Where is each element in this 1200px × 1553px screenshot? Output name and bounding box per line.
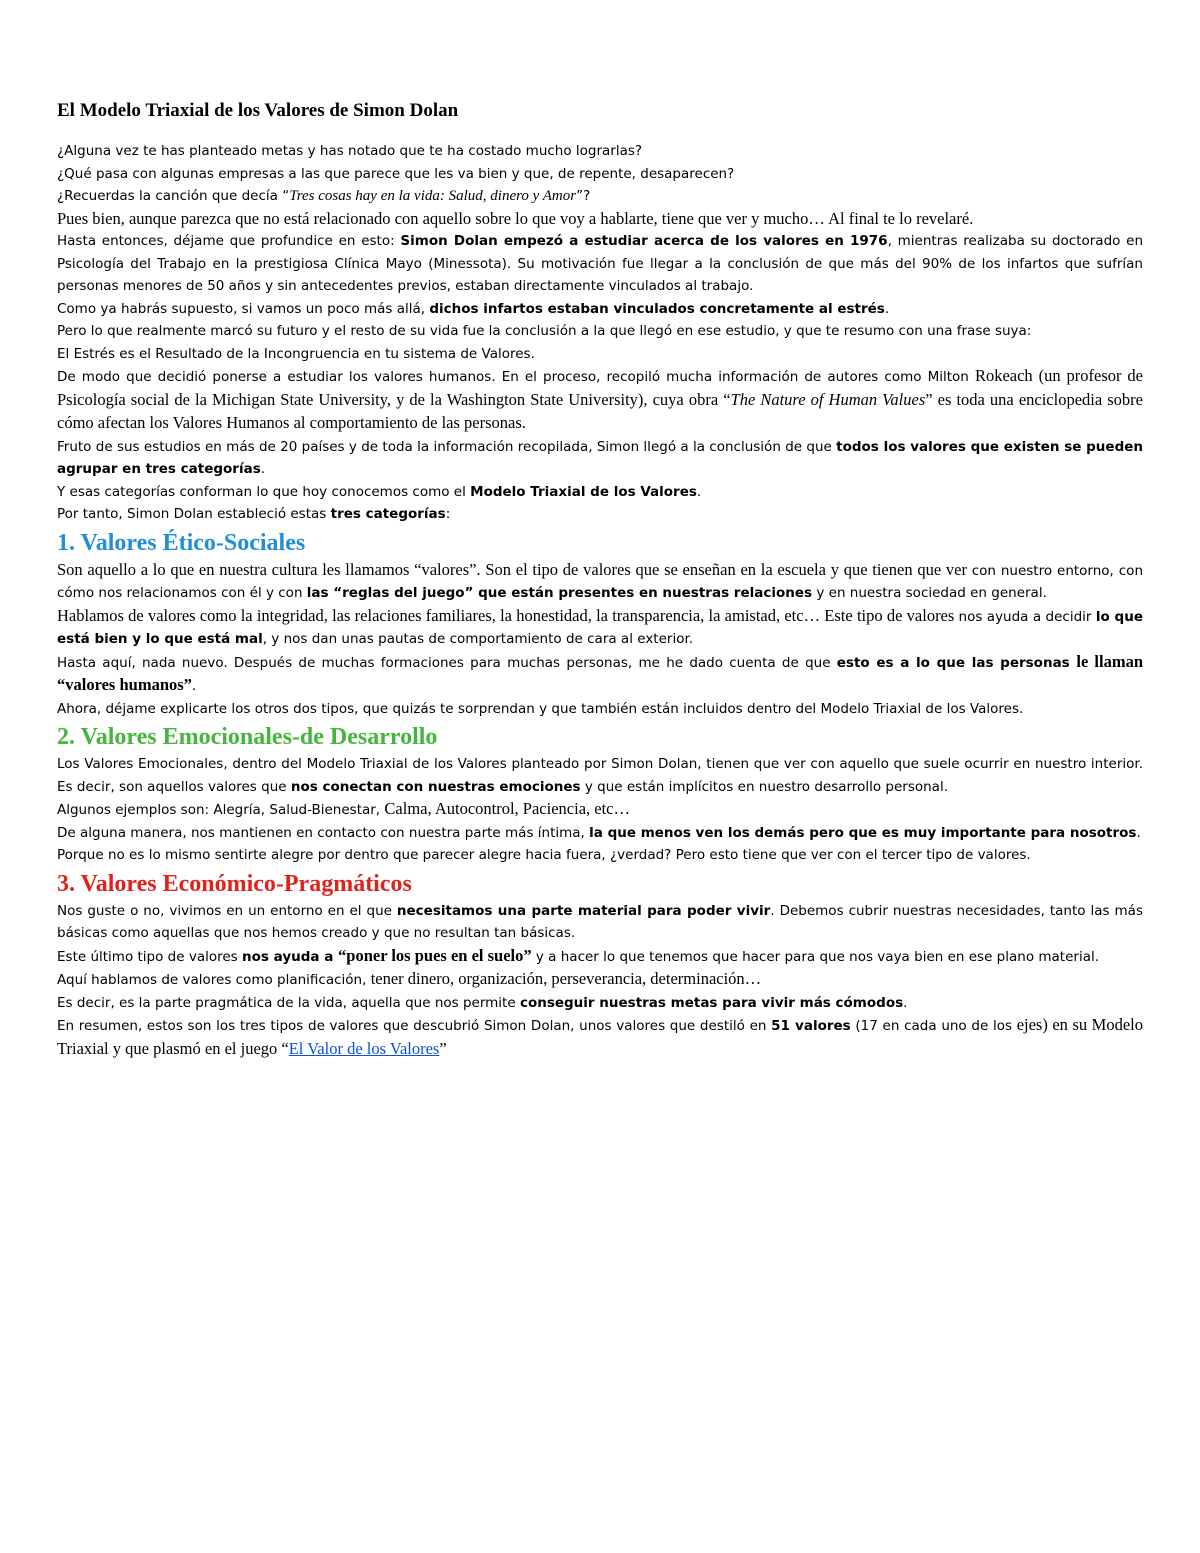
bold-text: nos conectan con nuestras emociones [290,778,581,795]
text-span: y a hacer lo que tenemos que hacer para que nos vaya bien en ese plano material. [531,948,1100,965]
section-heading-economico: 3. Valores Económico-Pragmáticos [57,870,412,897]
text-span: ” [439,1038,447,1058]
text-span: En resumen, estos son los tres tipos de valores que descubrió Simon Dolan, unos valores que destiló en [57,1018,772,1034]
bold-text: Modelo Triaxial de los Valores [470,483,697,500]
text-span: Por tanto, Simon Dolan estableció estas [57,506,331,522]
bold-text: necesitamos una parte material para poder vivir [396,902,771,919]
text-span: . Debemos cubrir nuestras necesidades, tanto las más básicas como aquellas que nos hemos creado y que no resultan tan básicas. [57,902,1143,941]
text-span: tener dinero, organización, perseverancia, determinación… [370,969,762,988]
paragraph-como-ya [57,298,1143,321]
section3-paragraph-2 [57,945,1143,969]
bold-text: Simon Dolan empezó a estudiar acerca de los valores en 1976 [400,233,888,249]
bold-text: esto es a lo que las personas [836,654,1077,671]
text-span: Nos guste o no, vivimos en un entorno en el que [57,902,397,919]
paragraph-y-esas [57,481,1143,504]
text-span: . [884,300,890,317]
section3-paragraph-4 [57,992,1143,1015]
paragraph-hasta-entonces [57,230,1143,298]
text-span: , mientras realizaba su doctorado en Psicología del Trabajo en la prestigiosa Clínica Mayo (Minessota). Su motivación fue llegar a la conclusión de que más del 90% de los infartos que sufrían personas menores de 50 años y sin antecedentes previos, estaban directamente vinculados al trabajo. [57,233,1144,294]
text-span: . [696,483,702,500]
paragraph-de-modo [57,365,1143,436]
text-span: : [445,506,451,522]
book-title: The Nature of Human Values [730,389,926,409]
text-span: . [260,461,266,477]
text-span: Hasta aquí, nada nuevo. Después de muchas formaciones para muchas personas, me he dado cuenta de que [57,654,837,671]
intro-question-3 [57,185,1143,208]
text-span: Es decir, es la parte pragmática de la vida, aquella que nos permite [57,994,520,1011]
intro-question-1: ¿Alguna vez te has planteado metas y has notado que te ha costado mucho lograrlas? [57,143,643,159]
section1-paragraph-2 [57,605,1143,651]
text-span: Rokeach (un profesor de Psicología social de la Michigan State University, y de la Washington State University), cuya obra “ [57,366,1143,409]
text-span: Este último tipo de valores [57,948,242,965]
section-heading-etico-sociales: 1. Valores Ético-Sociales [57,529,306,556]
song-title: Tres cosas hay en la vida: Salud, dinero y Amor [289,188,577,204]
text-span: De alguna manera, nos mantienen en contacto con nuestra parte más íntima, [57,824,590,841]
bold-text: nos ayuda a [242,948,339,965]
section-heading-emocionales: 2. Valores Emocionales-de Desarrollo [57,724,438,750]
text-span: nos ayuda a decidir [958,608,1096,625]
text-span: Hasta entonces, déjame que profundice en esto: [57,233,401,249]
text-span: Hablamos de valores como la integridad, las relaciones familiares, la honestidad, la transparencia, la amistad, etc… Este tipo de valores [57,605,959,625]
text-span: ejes) en su Modelo Triaxial y que plasmó en el juego “ [57,1015,1143,1058]
paragraph-pues-bien: Pues bien, aunque parezca que no está relacionado con aquello sobre lo que voy a hablarte, tiene que ver y mucho… Al final te lo revelaré. [57,208,974,228]
bold-text: “poner los pues en el suelo” [338,945,532,965]
bold-text: tres categorías [330,506,446,522]
text-span: (17 en cada uno de los [850,1018,1017,1034]
bold-text: todos los valores que existen se pueden agrupar en tres categorías [57,438,1144,477]
text-span: Son aquello a lo que en nuestra cultura les llamamos “valores”. Son el tipo de valores que se enseñan en la escuela y que tienen que ver [57,559,972,579]
section1-paragraph-1 [57,559,1143,605]
text-span: De modo que decidió ponerse a estudiar los valores humanos. En el proceso, recopiló mucha información de autores como Milton [57,369,975,385]
paragraph-por-tanto [57,503,1143,526]
text-span: ¿Recuerdas la canción que decía “ [57,188,290,204]
section1-paragraph-4: Ahora, déjame explicarte los otros dos tipos, que quizás te sorprendan y que también están incluidos dentro del Modelo Triaxial de los Valores. [57,700,1024,717]
bold-text: la que menos ven los demás pero que es muy importante para nosotros [589,824,1137,841]
bold-text: le llaman “valores humanos” [57,651,1143,694]
text-span: . [903,994,908,1011]
intro-question-2: ¿Qué pasa con algunas empresas a las que parece que les va bien y que, de repente, desaparecen? [57,165,735,182]
text-span: y en nuestra sociedad en general. [812,585,1047,601]
bold-text: las “reglas del juego” que están presentes en nuestras relaciones [306,585,813,601]
text-span: Los Valores Emocionales, dentro del Modelo Triaxial de los Valores planteado por Simon Dolan, tienen que ver con aquello que suele ocurrir en nuestro interior. Es decir, son aquellos valores que [57,756,1143,795]
text-span: con nuestro entorno, con cómo nos relacionamos con él y con [57,562,1143,601]
bold-text: lo que está bien y lo que está mal [57,608,1143,647]
text-span: Calma, Autocontrol, Paciencia, etc… [384,799,630,818]
section2-paragraph-4: Porque no es lo mismo sentirte alegre por dentro que parecer alegre hacia fuera, ¿verdad? Pero esto tiene que ver con el tercer tipo de valores. [57,847,1031,863]
text-span: . [191,678,197,694]
section3-paragraph-3 [57,968,1143,992]
section3-paragraph-1 [57,900,1143,945]
text-span: Aquí hablamos de valores como planificación, [57,972,371,988]
el-valor-de-los-valores-link[interactable]: El Valor de los Valores [288,1038,440,1058]
text-span: Como ya habrás supuesto, si vamos un poco más allá, [57,300,430,317]
section2-paragraph-3 [57,822,1143,845]
section1-paragraph-3 [57,651,1143,698]
section2-paragraph-2 [57,798,1143,822]
bold-text: dichos infartos estaban vinculados concretamente al estrés [429,300,885,317]
paragraph-estres-quote: El Estrés es el Resultado de la Incongruencia en tu sistema de Valores. [57,345,535,362]
text-span: ” es toda una enciclopedia sobre cómo afectan los Valores Humanos al comportamiento de las personas. [57,389,1143,432]
section3-paragraph-5 [57,1014,1143,1061]
bold-text: conseguir nuestras metas para vivir más cómodos [519,994,904,1011]
text-span: ”? [576,188,591,204]
text-span: Y esas categorías conforman lo que hoy conocemos como el [57,483,471,500]
section2-paragraph-1 [57,753,1143,798]
text-span: , y nos dan unas pautas de comportamiento de cara al exterior. [262,631,694,647]
document-title: El Modelo Triaxial de los Valores de Simon Dolan [57,100,459,121]
paragraph-fruto [57,436,1143,481]
bold-text: 51 valores [771,1018,851,1034]
text-span: . [1136,824,1141,841]
text-span: y que están implícitos en nuestro desarrollo personal. [580,778,948,795]
text-span: Algunos ejemplos son: Alegría, Salud-Bienestar, [57,802,385,818]
text-span: Fruto de sus estudios en más de 20 países y de toda la información recopilada, Simon llegó a la conclusión de que [57,438,837,455]
paragraph-pero: Pero lo que realmente marcó su futuro y el resto de su vida fue la conclusión a la que llegó en ese estudio, y que te resumo con una frase suya: [57,323,1032,339]
